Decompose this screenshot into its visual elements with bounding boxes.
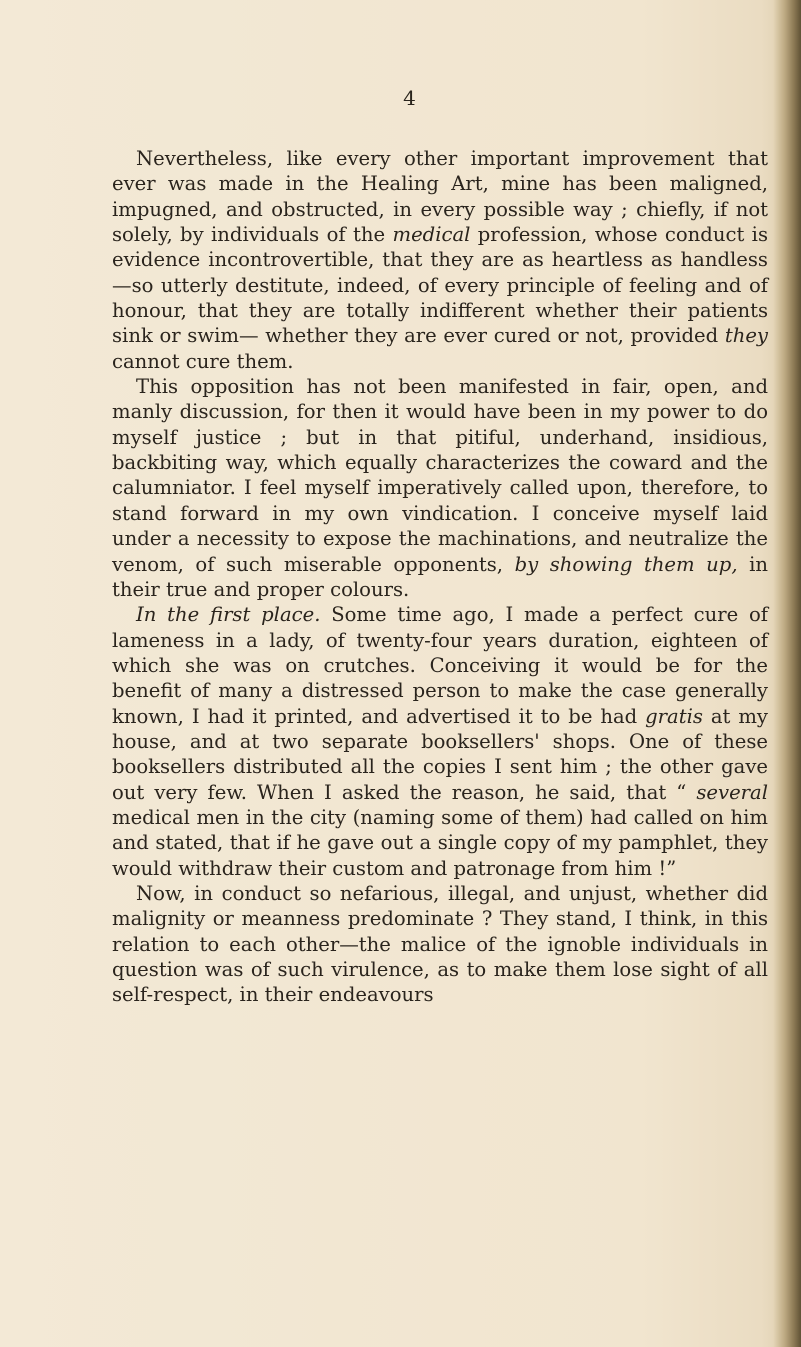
text-run: Now, in conduct so nefarious, illegal, and unjust, whether did malignity or meanness predominate ? They stand, I think, in this relation to each other—the malice of the ignoble individuals in question was of such virulence, as to make them lose sight of all self-respect, in their endeavours xyxy=(112,881,768,1007)
text-run: profession, whose conduct is evidence incontrovertible, that they are as heartless as handless—so utterly destitute, indeed, of every principle of feeling and of honour, that they are totally indifferent whether their patients sink or swim— whether they are ever cured or not, provided xyxy=(112,223,769,348)
text-run: in their true and proper colours. xyxy=(112,552,768,601)
text-run: This opposition has not been manifested in fair, open, and manly discussion, for then it would have been in my power to do myself justice ; but in that pitiful, underhand, insidious, backbiting way, which equally characterizes the coward and the calumniator. I feel myself imperatively called upon, therefore, to stand forward in my own vindication. I conceive myself laid under a necessity to expose the machinations, and neutralize the venom, of such miserable opponents, xyxy=(112,375,768,576)
paragraph xyxy=(112,374,768,602)
text-run: cannot cure them. xyxy=(112,349,294,373)
paragraph xyxy=(112,602,768,881)
italic-run: In the first place. xyxy=(136,603,321,627)
page-edge-shadow xyxy=(773,0,801,1347)
body-text xyxy=(112,146,768,1008)
text-run: Some time ago, I made a perfect cure of lameness in a lady, of twenty-four years duration, eighteen of which she was on crutches. Conceiving it would be for the benefit of many a distressed person to make the case generally known, I had it printed, and advertised it to be had xyxy=(112,603,768,728)
paragraph xyxy=(112,881,768,1008)
italic-run: they xyxy=(724,324,768,348)
italic-run: medical xyxy=(392,223,471,247)
text-run: Nevertheless, like every other important improvement that ever was made in the Healing Art, mine has been maligned, impugned, and obstructed, in every possible way ; chiefly, if not solely, by individuals of the xyxy=(112,147,768,247)
page-number: 4 xyxy=(403,86,417,110)
text-run: medical men in the city (naming some of them) had called on him and stated, that if he gave out a single copy of my pamphlet, they would withdraw their custom and patronage from him !” xyxy=(112,805,768,880)
text-run: at my house, and at two separate booksellers' shops. One of these booksellers distributed all the copies I sent him ; the other gave out very few. When I asked the reason, he said, that “ xyxy=(112,704,768,804)
italic-run: several xyxy=(696,780,768,804)
italic-run: gratis xyxy=(645,704,703,728)
italic-run: by showing them up, xyxy=(514,552,738,576)
paragraph xyxy=(112,146,768,374)
